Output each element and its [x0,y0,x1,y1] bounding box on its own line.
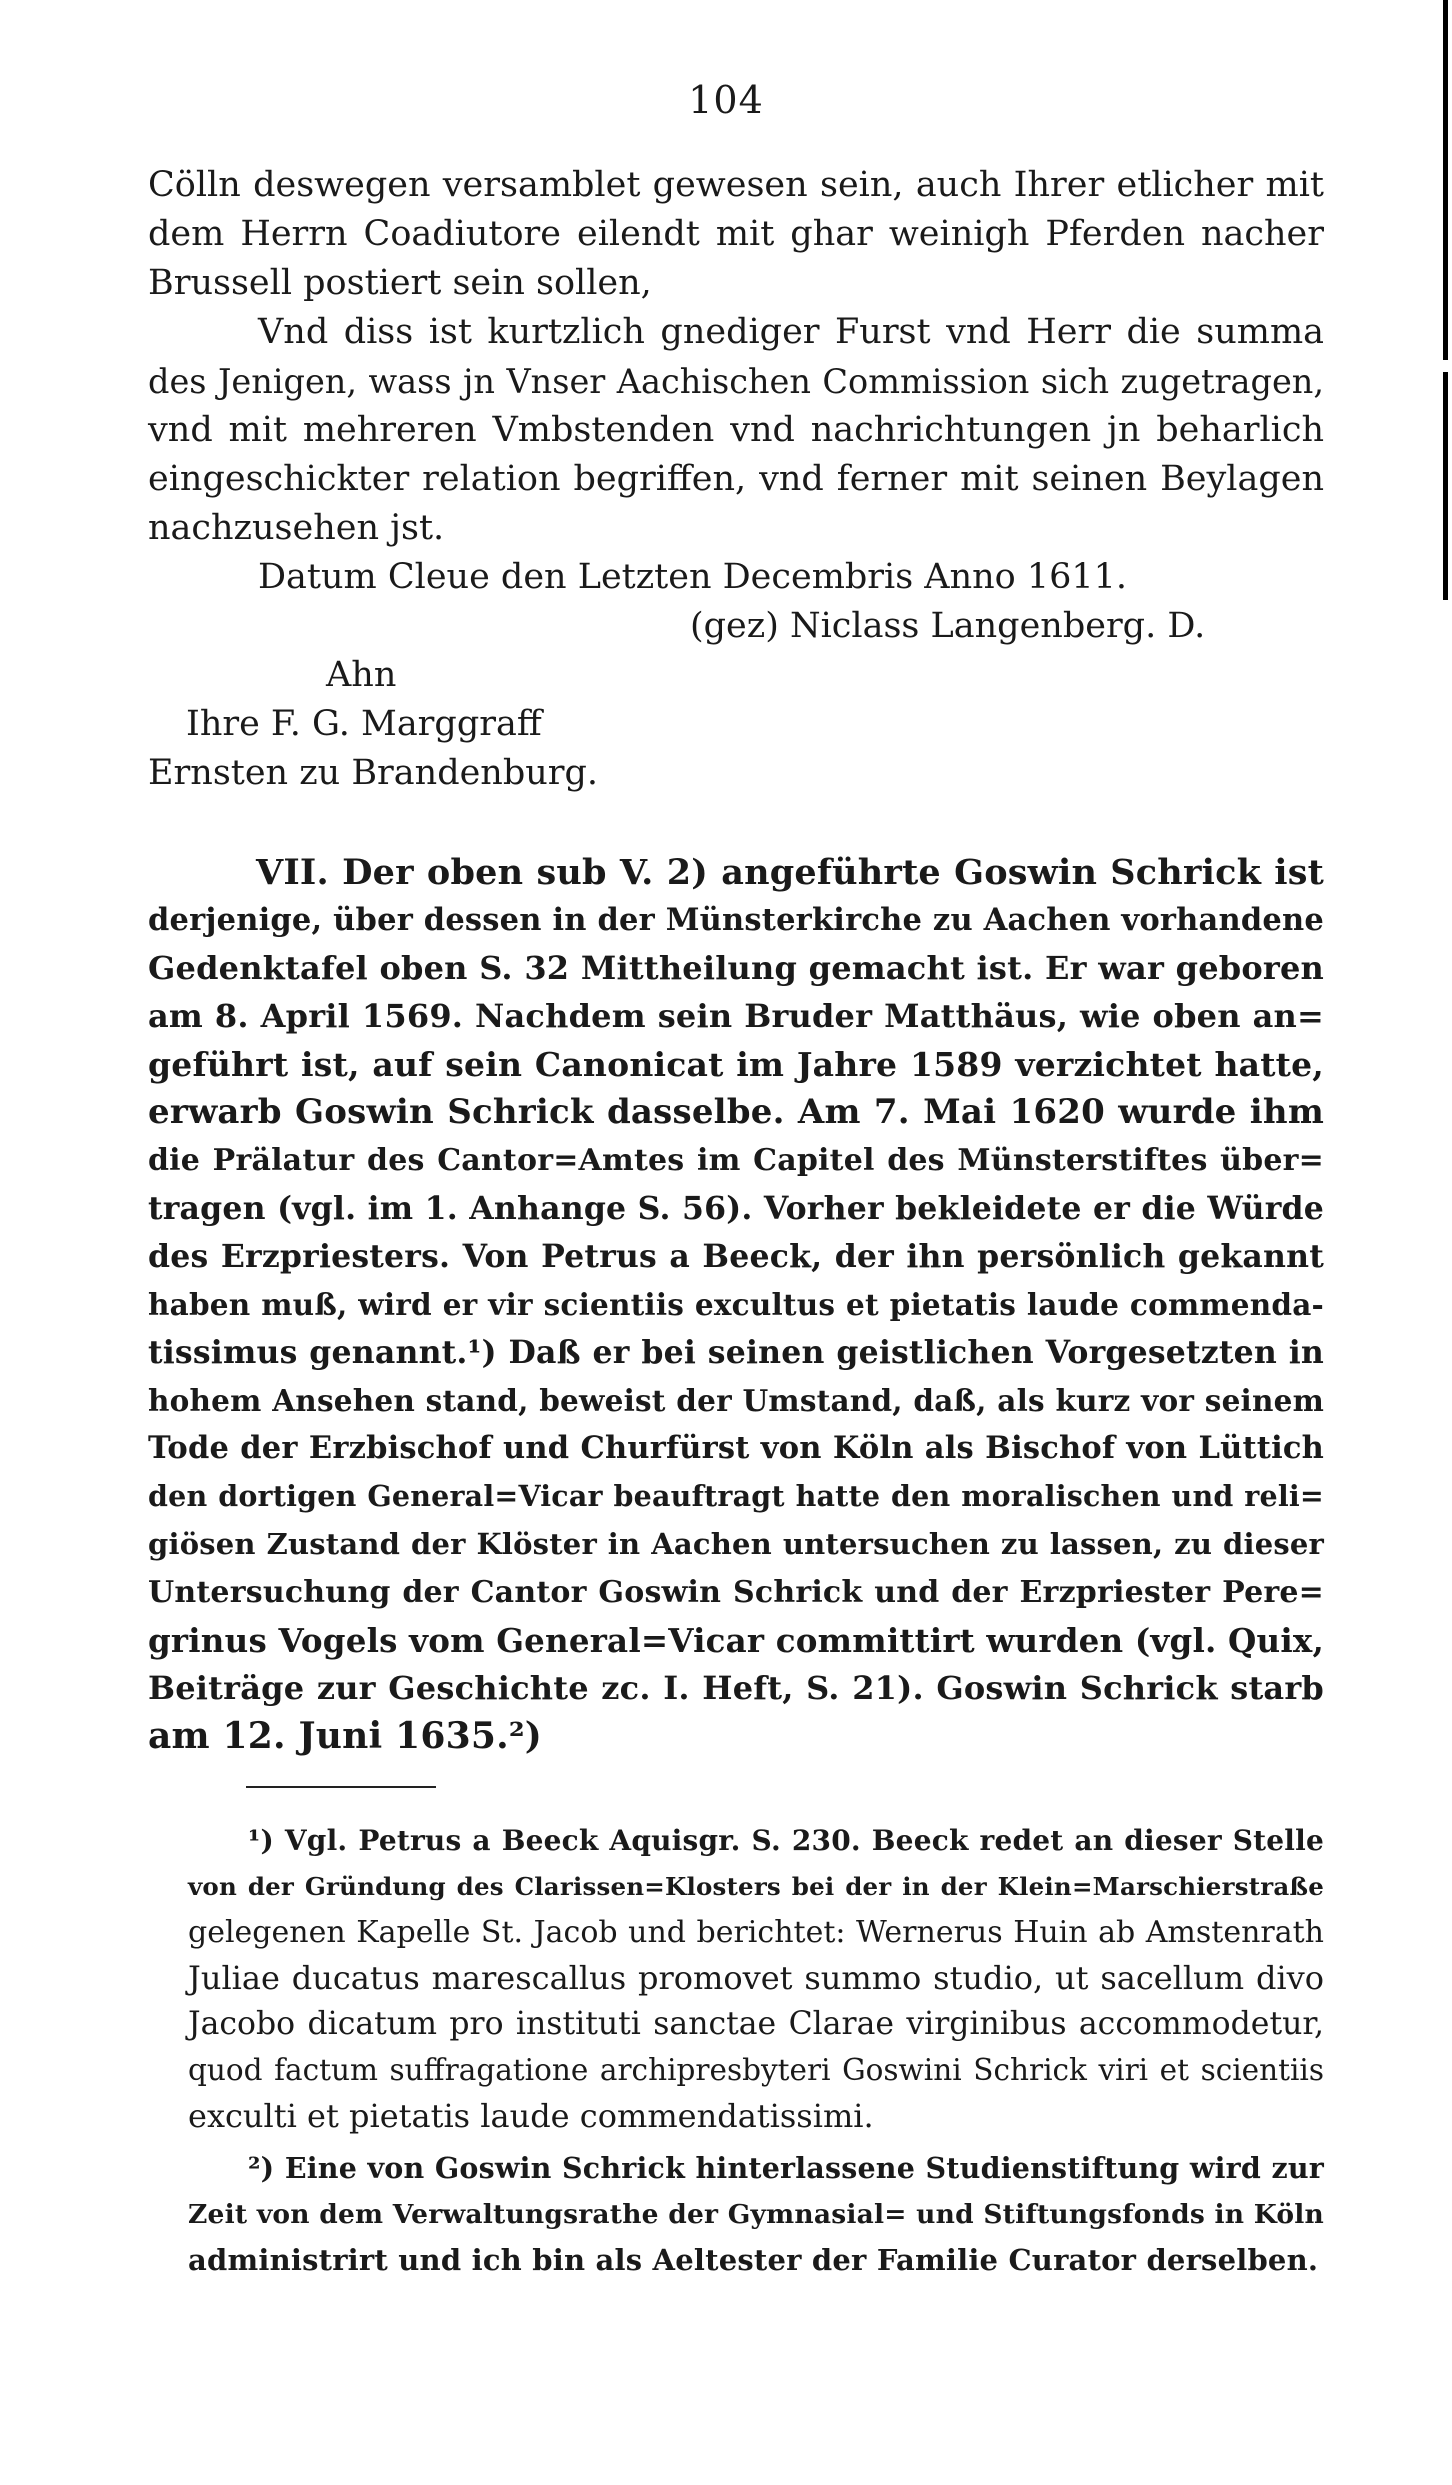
address-line: Ihre F. G. Marggraff [186,704,542,744]
text-line: VII. Der oben sub V. 2) angeführte Goswin Schrick ist [256,852,1324,893]
address-line: Ahn [326,655,397,695]
text-line: Untersuchung der Cantor Goswin Schrick und der Erzpriester Pere= [148,1575,1324,1610]
footnote-line: Zeit von dem Verwaltungsrathe der Gymnasial= und Stiftungsfonds in Köln [188,2199,1324,2230]
text-line: haben muß, wird er vir scientiis excultus et pietatis laude commenda- [148,1287,1324,1322]
footnote-line: quod factum suffragatione archipresbyteri Goswini Schrick viri et scientiis [188,2053,1324,2087]
footnote-line: Jacobo dicatum pro instituti sanctae Clarae virginibus accommodetur, [188,2006,1324,2042]
text-line: Beiträge zur Geschichte zc. I. Heft, S. 21). Goswin Schrick starb [148,1669,1324,1707]
text-line: am 8. April 1569. Nachdem sein Bruder Matthäus, wie oben an= [148,997,1324,1035]
footnote-line: administrirt und ich bin als Aeltester der Familie Curator derselben. [188,2243,1319,2277]
text-line: Tode der Erzbischof und Churfürst von Köln als Bischof von Lüttich [148,1430,1324,1466]
text-line: tissimus genannt.¹) Daß er bei seinen geistlichen Vorgesetzten in [148,1334,1324,1371]
text-line: hohem Ansehen stand, beweist der Umstand, daß, als kurz vor seinem [148,1383,1324,1418]
footnote-line: ²) Eine von Goswin Schrick hinterlassene Studienstiftung wird zur [248,2151,1324,2185]
text-line: den dortigen General=Vicar beauftragt hatte den moralischen und reli= [148,1479,1324,1513]
text-line: die Prälatur des Cantor=Amtes im Capitel des Münsterstiftes über= [148,1143,1324,1178]
date-line: Datum Cleue den Letzten Decembris Anno 1611. [258,557,1128,597]
text-line: vnd mit mehreren Vmbstenden vnd nachrichtungen jn beharlich [148,410,1324,450]
text-line: geführt ist, auf sein Canonicat im Jahre 1589 verzichtet hatte, [148,1045,1324,1084]
scan-edge-mark [1443,0,1448,600]
text-line: Brussell postiert sein sollen, [148,263,652,303]
footnote-line: Juliae ducatus marescallus promovet summo studio, ut sacellum divo [188,1959,1324,1997]
footnote-line: gelegenen Kapelle St. Jacob und berichtet: Wernerus Huin ab Amstenrath [188,1915,1324,1950]
text-line: dem Herrn Coadiutore eilendt mit ghar weinigh Pferden nacher [148,214,1324,254]
text-line: des Jenigen, wass jn Vnser Aachischen Commission sich zugetragen, [148,362,1324,401]
text-line: eingeschickter relation begriffen, vnd ferner mit seinen Beylagen [148,459,1324,499]
footnote-rule [246,1786,436,1788]
text-line: Cölln deswegen versamblet gewesen sein, auch Ihrer etlicher mit [148,165,1324,205]
text-line: Gedenktafel oben S. 32 Mittheilung gemacht ist. Er war geboren [148,949,1324,987]
text-line: erwarb Goswin Schrick dasselbe. Am 7. Mai 1620 wurde ihm [148,1092,1324,1132]
text-line: derjenige, über dessen in der Münsterkirche zu Aachen vorhandene [148,902,1324,938]
page-number: 104 [688,78,764,122]
signature-line: (gez) Niclass Langenberg. D. [690,606,1206,646]
text-line: grinus Vogels vom General=Vicar committirt wurden (vgl. Quix, [148,1621,1324,1660]
text-line: des Erzpriesters. Von Petrus a Beeck, der ihn persönlich gekannt [148,1238,1324,1275]
text-line: am 12. Juni 1635.²) [148,1715,543,1757]
text-line: tragen (vgl. im 1. Anhange S. 56). Vorher bekleidete er die Würde [148,1190,1324,1227]
text-line: Vnd diss ist kurtzlich gnediger Furst vnd Herr die summa [258,312,1324,352]
text-line: nachzusehen jst. [148,508,445,548]
footnote-line: exculti et pietatis laude commendatissimi. [188,2097,874,2135]
address-line: Ernsten zu Brandenburg. [148,753,599,793]
footnote-line: von der Gründung des Clarissen=Klosters bei der in der Klein=Marschierstraße [188,1872,1324,1901]
text-line: giösen Zustand der Klöster in Aachen untersuchen zu lassen, zu dieser [148,1527,1324,1561]
footnote-line: ¹) Vgl. Petrus a Beeck Aquisgr. S. 230. Beeck redet an dieser Stelle [248,1824,1324,1857]
